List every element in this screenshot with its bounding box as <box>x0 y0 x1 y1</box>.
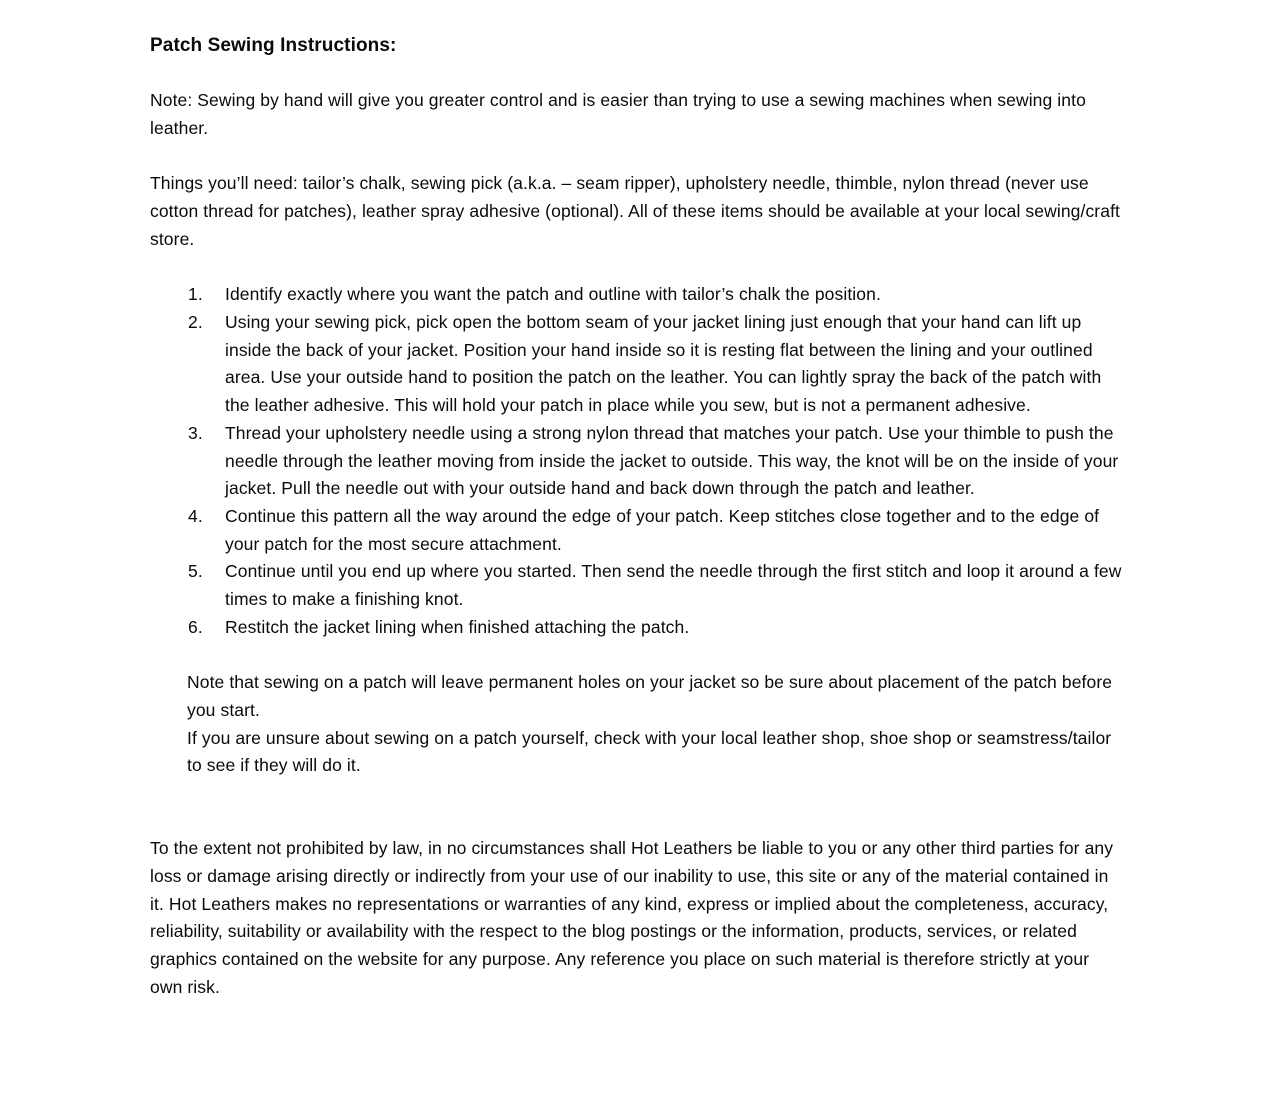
instruction-step-6: Restitch the jacket lining when finished attaching the patch. <box>225 616 690 637</box>
intro-note-paragraph: Note: Sewing by hand will give you greater control and is easier than trying to use a sewing machines when sewing into leather. <box>150 90 1086 139</box>
placement-note-paragraph-2: If you are unsure about sewing on a patch yourself, check with your local leather shop, shoe shop or seamstress/tailor to see if they will do it. <box>187 727 1112 776</box>
instruction-step-1: Identify exactly where you want the patch and outline with tailor’s chalk the position. <box>225 284 881 305</box>
instruction-step-3: Thread your upholstery needle using a strong nylon thread that matches your patch. Use your thimble to push the needle through the leather moving from inside the jacket to outside. This way, the knot will be on the inside of your jacket. Pull the needle out with your outside hand and back down through the patch and leather. <box>225 422 1119 499</box>
instruction-step-2: Using your sewing pick, pick open the bottom seam of your jacket lining just enough that your hand can lift up inside the back of your jacket. Position your hand inside so it is resting flat between the lining and your outlined area. Use your outside hand to position the patch on the leather. You can lightly spray the back of the patch with the leather adhesive. This will hold your patch in place while you sew, but is not a permanent adhesive. <box>225 311 1102 416</box>
placement-note-paragraph-1: Note that sewing on a patch will leave permanent holes on your jacket so be sure about placement of the patch before you start. <box>187 672 1113 720</box>
disclaimer-paragraph: To the extent not prohibited by law, in no circumstances shall Hot Leathers be liable to you or any other third parties for any loss or damage arising directly or indirectly from your use of our inability to use, this site or any of the material contained in it. Hot Leathers makes no representations or warranties of any kind, express or implied about the completeness, accuracy, reliability, suitability or availability with the respect to the blog postings or the information, products, services, or related graphics contained on the website for any purpose. Any reference you place on such material is therefore strictly at your own risk. <box>150 838 1114 997</box>
document-title: Patch Sewing Instructions: <box>150 35 397 56</box>
placement-notes-block <box>187 669 1125 780</box>
instruction-steps-list <box>150 281 1125 641</box>
instruction-step-4: Continue this pattern all the way around the edge of your patch. Keep stitches close together and to the edge of your patch for the most secure attachment. <box>225 505 1100 554</box>
supplies-paragraph: Things you’ll need: tailor’s chalk, sewing pick (a.k.a. – seam ripper), upholstery needle, thimble, nylon thread (never use cotton thread for patches), leather spray adhesive (optional). All of these items should be available at your local sewing/craft store. <box>150 173 1120 249</box>
instruction-step-5: Continue until you end up where you started. Then send the needle through the first stitch and loop it around a few times to make a finishing knot. <box>225 561 1122 610</box>
